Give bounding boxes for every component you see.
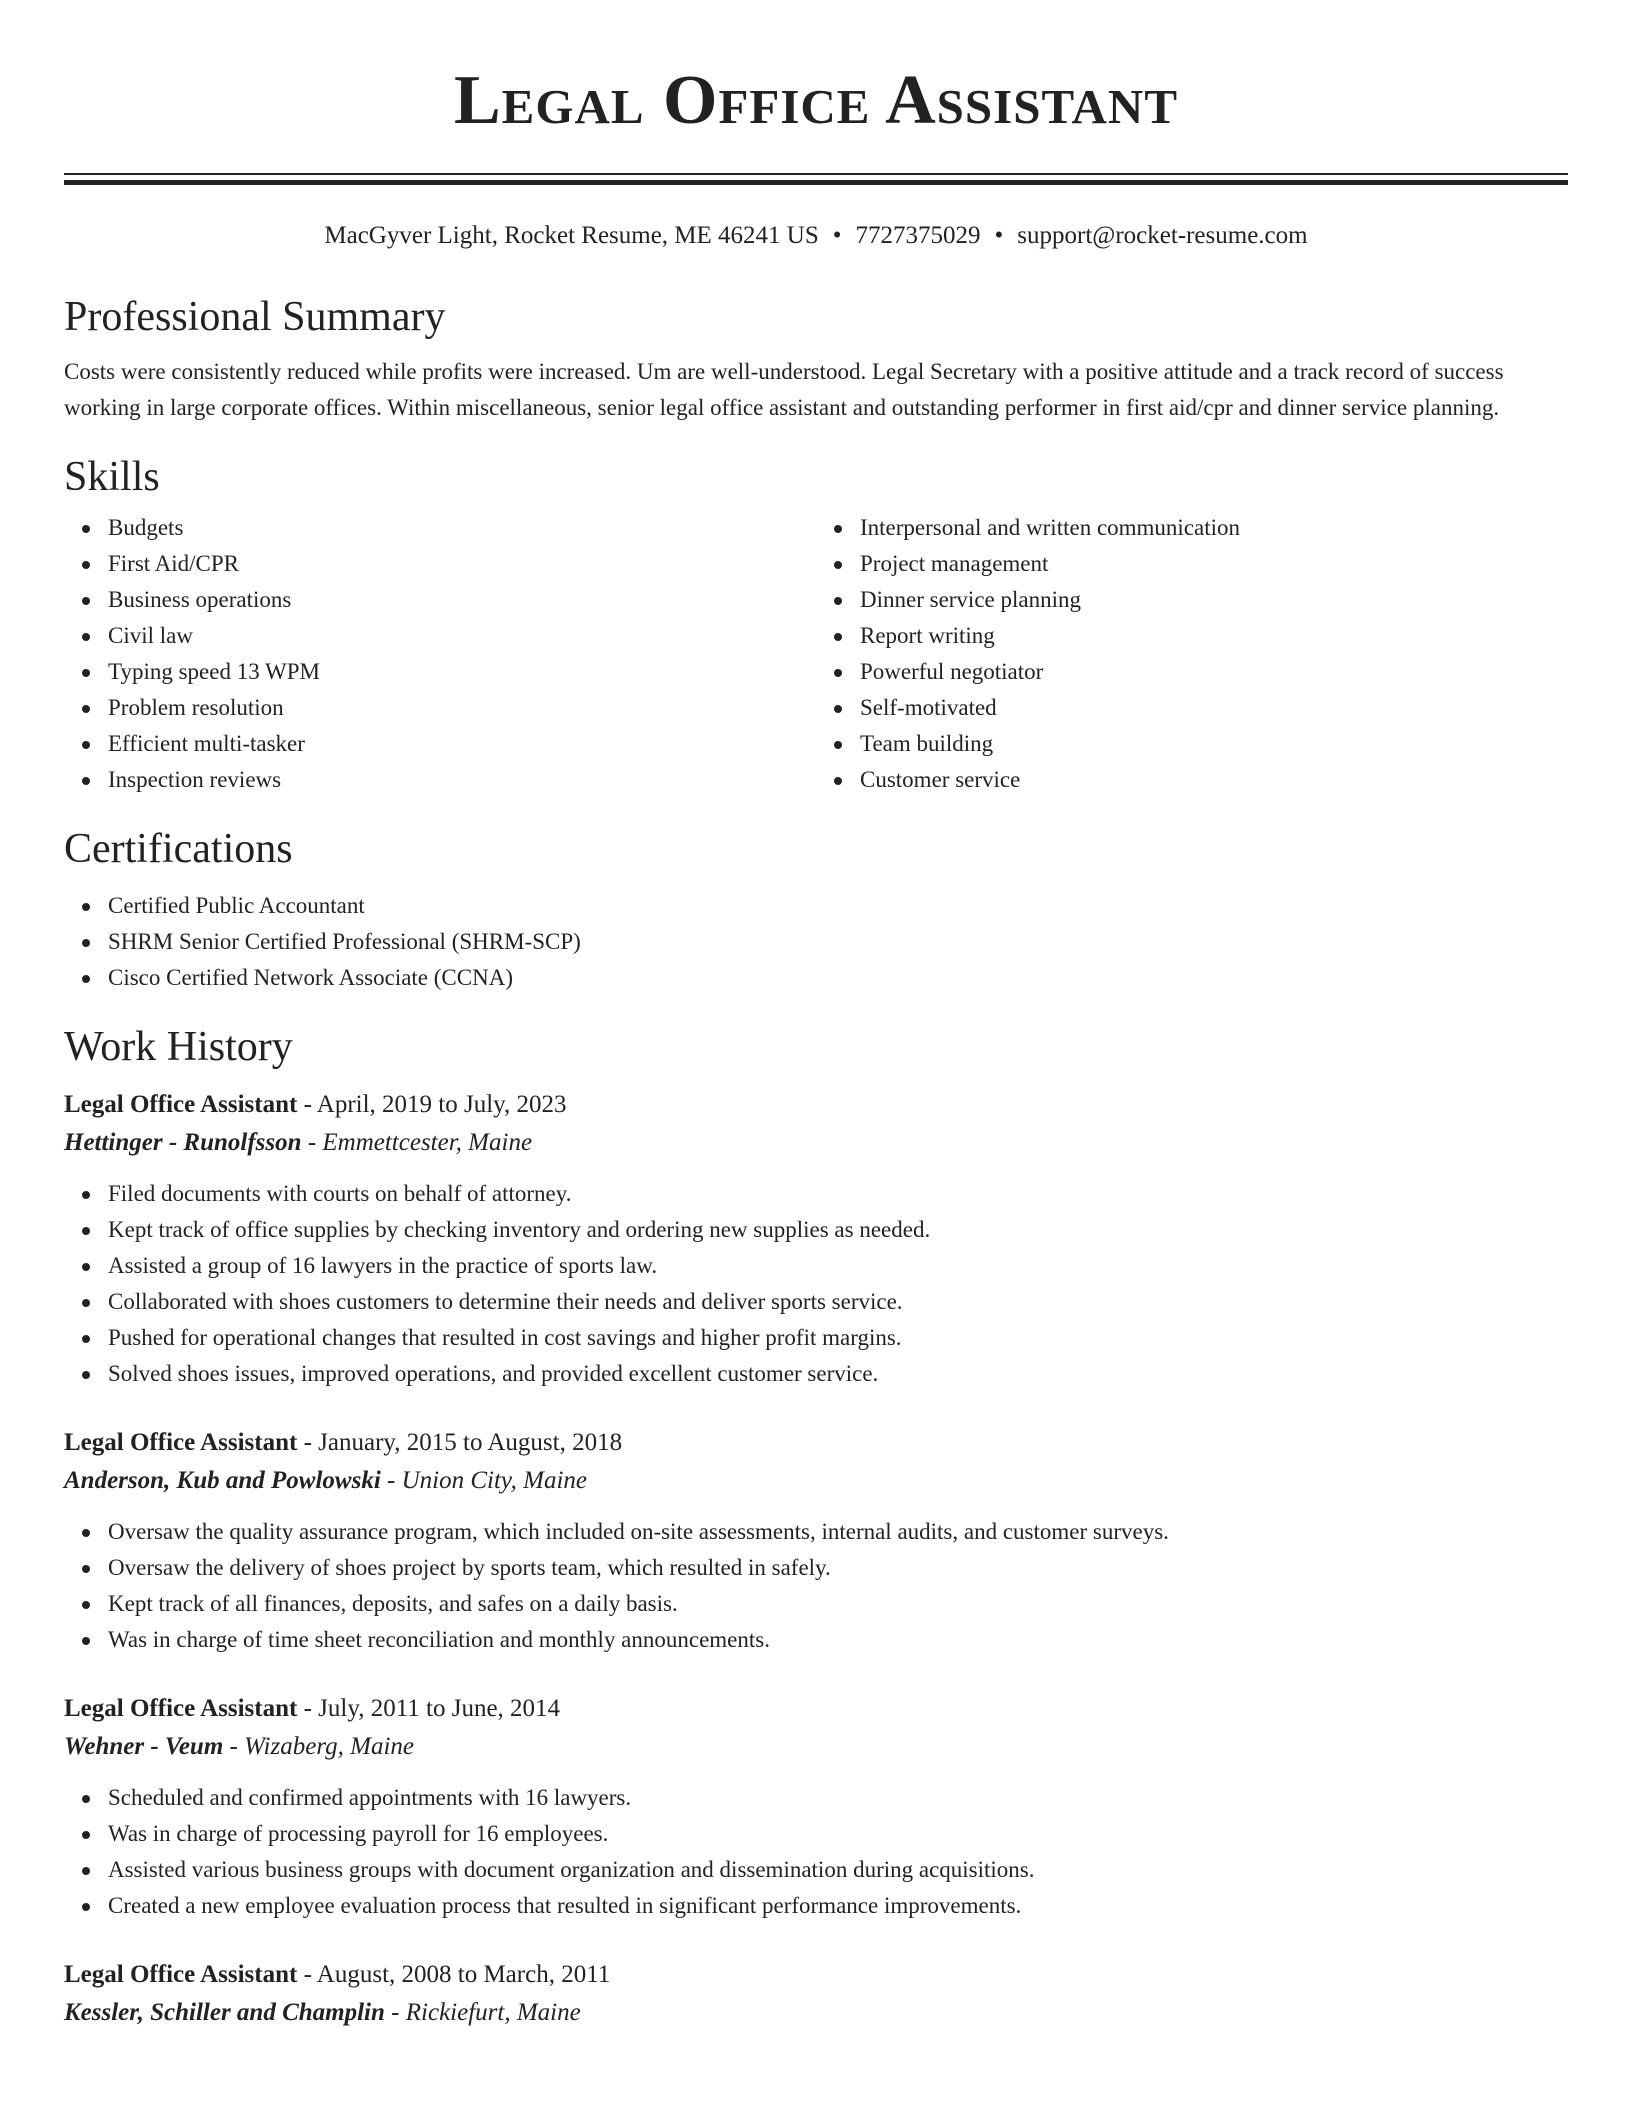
skill-item: Team building	[860, 726, 1568, 762]
job-dash: -	[303, 1429, 312, 1456]
contact-separator: •	[994, 222, 1004, 249]
job-location: Union City, Maine	[401, 1467, 587, 1494]
job-bullets	[64, 1176, 1568, 1392]
job-header	[64, 1956, 1568, 1994]
certifications-list	[64, 888, 1568, 996]
job-bullet: Was in charge of time sheet reconciliation and monthly announcements.	[108, 1622, 1568, 1658]
job-dash: -	[307, 1129, 317, 1156]
job-bullet: Was in charge of processing payroll for 16 employees.	[108, 1816, 1568, 1852]
job-location: Emmettcester, Maine	[322, 1129, 533, 1156]
job-bullet: Oversaw the quality assurance program, which included on-site assessments, internal audits, and customer surveys.	[108, 1514, 1568, 1550]
job-bullet: Assisted various business groups with document organization and dissemination during acquisitions.	[108, 1852, 1568, 1888]
job-company-line	[64, 1728, 1568, 1766]
job-entry	[64, 1956, 1568, 2032]
skills-columns	[64, 510, 1568, 798]
job-role: Legal Office Assistant	[64, 1695, 298, 1722]
job-company: Hettinger - Runolfsson	[64, 1129, 302, 1156]
certification-item: SHRM Senior Certified Professional (SHRM-SCP)	[108, 924, 1568, 960]
skill-item: Interpersonal and written communication	[860, 510, 1568, 546]
contact-address: MacGyver Light, Rocket Resume, ME 46241 US	[324, 222, 819, 249]
skill-item: Business operations	[108, 582, 816, 618]
skill-item: First Aid/CPR	[108, 546, 816, 582]
job-location: Wizaberg, Maine	[244, 1733, 414, 1760]
job-role: Legal Office Assistant	[64, 1961, 298, 1988]
job-bullet: Created a new employee evaluation process that resulted in significant performance improvements.	[108, 1888, 1568, 1924]
job-header	[64, 1690, 1568, 1728]
job-bullet: Kept track of office supplies by checking inventory and ordering new supplies as needed.	[108, 1212, 1568, 1248]
job-bullets	[64, 1514, 1568, 1658]
skills-list-right	[816, 510, 1568, 798]
job-bullets	[64, 1780, 1568, 1924]
skill-item: Dinner service planning	[860, 582, 1568, 618]
job-bullet: Collaborated with shoes customers to determine their needs and deliver sports service.	[108, 1284, 1568, 1320]
job-entry	[64, 1086, 1568, 1392]
certification-item: Certified Public Accountant	[108, 888, 1568, 924]
job-location: Rickiefurt, Maine	[405, 1999, 581, 2026]
job-company-line	[64, 1462, 1568, 1500]
skill-item: Inspection reviews	[108, 762, 816, 798]
skill-item: Civil law	[108, 618, 816, 654]
skills-list-left	[64, 510, 816, 798]
resume-title: Legal Office Assistant	[453, 62, 1179, 139]
job-dates: July, 2011 to June, 2014	[318, 1695, 561, 1722]
job-bullet: Solved shoes issues, improved operations, and provided excellent customer service.	[108, 1356, 1568, 1392]
skill-item: Budgets	[108, 510, 816, 546]
job-bullet: Kept track of all finances, deposits, and safes on a daily basis.	[108, 1586, 1568, 1622]
job-company-line	[64, 1994, 1568, 2032]
job-company: Anderson, Kub and Powlowski	[64, 1467, 381, 1494]
skill-item: Problem resolution	[108, 690, 816, 726]
job-dash: -	[303, 1961, 312, 1988]
job-dash: -	[303, 1695, 312, 1722]
skill-item: Project management	[860, 546, 1568, 582]
skill-item: Typing speed 13 WPM	[108, 654, 816, 690]
skills-heading: Skills	[64, 454, 160, 500]
contact-phone: 7727375029	[855, 222, 981, 249]
contact-email: support@rocket-resume.com	[1017, 222, 1308, 249]
job-role: Legal Office Assistant	[64, 1429, 298, 1456]
job-entry	[64, 1690, 1568, 1924]
job-bullet: Oversaw the delivery of shoes project by sports team, which resulted in safely.	[108, 1550, 1568, 1586]
job-header	[64, 1086, 1568, 1124]
job-entry	[64, 1424, 1568, 1658]
contact-line	[64, 220, 1568, 252]
skill-item: Customer service	[860, 762, 1568, 798]
job-dates: April, 2019 to July, 2023	[316, 1091, 567, 1118]
work-history-heading: Work History	[64, 1024, 293, 1070]
job-company-line	[64, 1124, 1568, 1162]
job-role: Legal Office Assistant	[64, 1091, 298, 1118]
job-bullet: Filed documents with courts on behalf of attorney.	[108, 1176, 1568, 1212]
header-divider-thick	[64, 180, 1568, 185]
job-bullet: Scheduled and confirmed appointments with 16 lawyers.	[108, 1780, 1568, 1816]
skill-item: Powerful negotiator	[860, 654, 1568, 690]
job-dash: -	[229, 1733, 238, 1760]
contact-separator: •	[832, 222, 842, 249]
certification-item: Cisco Certified Network Associate (CCNA)	[108, 960, 1568, 996]
skill-item: Report writing	[860, 618, 1568, 654]
job-header	[64, 1424, 1568, 1462]
job-dash: -	[391, 1999, 400, 2026]
job-dates: January, 2015 to August, 2018	[318, 1429, 623, 1456]
skill-item: Efficient multi-tasker	[108, 726, 816, 762]
header-divider-thin	[64, 173, 1568, 175]
job-dash: -	[387, 1467, 396, 1494]
skill-item: Self-motivated	[860, 690, 1568, 726]
job-dates: August, 2008 to March, 2011	[316, 1961, 611, 1988]
job-company: Wehner - Veum	[64, 1733, 224, 1760]
job-bullet: Pushed for operational changes that resulted in cost savings and higher profit margins.	[108, 1320, 1568, 1356]
summary-text: Costs were consistently reduced while profits were increased. Um are well-understood. Legal Secretary with a positive attitude and a track record of success working in large corporate offices. Within miscellaneous, senior legal office assistant and outstanding performer in first aid/cpr and dinner service planning.	[64, 359, 1504, 420]
job-company: Kessler, Schiller and Champlin	[64, 1999, 385, 2026]
job-dash: -	[303, 1091, 312, 1118]
job-bullet: Assisted a group of 16 lawyers in the practice of sports law.	[108, 1248, 1568, 1284]
summary-heading: Professional Summary	[64, 294, 446, 340]
certifications-heading: Certifications	[64, 826, 293, 872]
